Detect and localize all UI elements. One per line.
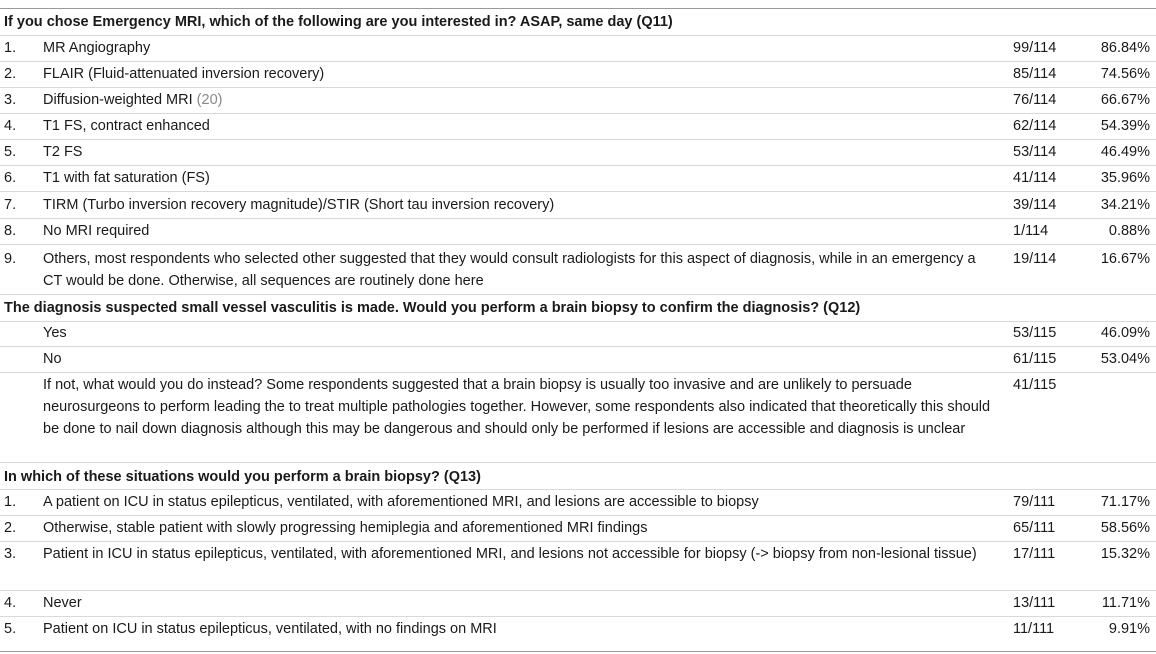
section-title: In which of these situations would you perform a brain biopsy? (Q13) bbox=[4, 469, 481, 485]
row-number: 3. bbox=[4, 92, 17, 108]
row-divider bbox=[0, 165, 1156, 166]
citation-link[interactable]: (20) bbox=[196, 92, 223, 108]
row-percent: 71.17% bbox=[1100, 494, 1150, 510]
table-row bbox=[0, 220, 1156, 246]
table-row bbox=[0, 618, 1156, 644]
table-row bbox=[0, 194, 1156, 220]
row-count: 53/115 bbox=[1013, 325, 1057, 341]
row-percent: 46.09% bbox=[1100, 325, 1150, 341]
row-text bbox=[43, 89, 1003, 111]
section-title: If you chose Emergency MRI, which of the following are you interested in? ASAP, same day (Q11) bbox=[4, 14, 673, 30]
row-text: Never bbox=[43, 595, 82, 611]
row-text: Otherwise, stable patient with slowly progressing hemiplegia and aforementioned MRI findings bbox=[43, 520, 648, 536]
row-percent: 54.39% bbox=[1100, 118, 1150, 134]
row-number: 4. bbox=[4, 118, 17, 134]
row-count: 61/115 bbox=[1013, 351, 1057, 367]
row-text: MR Angiography bbox=[43, 40, 151, 56]
row-percent: 15.32% bbox=[1100, 546, 1150, 562]
row-number: 1. bbox=[4, 40, 17, 56]
table-row bbox=[0, 63, 1156, 89]
row-divider bbox=[0, 489, 1156, 490]
row-text: Patient in ICU in status epilepticus, ventilated, with aforementioned MRI, and lesions not accessible for biopsy (-> biopsy from non-lesional tissue) bbox=[43, 546, 977, 562]
row-divider bbox=[0, 541, 1156, 542]
row-count: 13/111 bbox=[1013, 595, 1056, 611]
table-row bbox=[0, 322, 1156, 348]
row-text: Yes bbox=[43, 325, 67, 341]
table-row bbox=[0, 141, 1156, 167]
row-divider bbox=[0, 35, 1156, 36]
row-count: 53/114 bbox=[1013, 144, 1057, 160]
row-count: 41/114 bbox=[1013, 170, 1057, 186]
section-header-q12 bbox=[0, 295, 1156, 321]
row-divider bbox=[0, 244, 1156, 245]
row-percent: 0.88% bbox=[1108, 223, 1150, 239]
table-row bbox=[0, 89, 1156, 115]
row-count: 62/114 bbox=[1013, 118, 1057, 134]
row-number: 5. bbox=[4, 621, 17, 637]
row-count: 17/111 bbox=[1013, 546, 1056, 562]
row-text: T2 FS bbox=[43, 144, 83, 160]
table-row bbox=[0, 491, 1156, 517]
row-count: 19/114 bbox=[1013, 251, 1057, 267]
table-row bbox=[0, 543, 1156, 589]
row-divider bbox=[0, 191, 1156, 192]
row-text: T1 with fat saturation (FS) bbox=[43, 170, 210, 186]
row-number: 4. bbox=[4, 595, 17, 611]
row-percent: 58.56% bbox=[1100, 520, 1150, 536]
row-percent: 46.49% bbox=[1100, 144, 1150, 160]
row-count: 85/114 bbox=[1013, 66, 1057, 82]
row-count: 1/114 bbox=[1013, 223, 1049, 239]
row-number: 1. bbox=[4, 494, 17, 510]
row-divider bbox=[0, 515, 1156, 516]
table-row bbox=[0, 167, 1156, 193]
row-text: No MRI required bbox=[43, 223, 150, 239]
row-number: 2. bbox=[4, 520, 17, 536]
row-text: FLAIR (Fluid-attenuated inversion recovery) bbox=[43, 66, 325, 82]
row-text: If not, what would you do instead? Some respondents suggested that a brain biopsy is usually too invasive and are unlikely to persuade neurosurgeons to perform leading the to treat multiple pathologies together. However, some respondents also indicated that theoretically this should be done to nail down diagnosis although this may be dangerous and should only be performed if lesions are accessible and diagnosis is unclear bbox=[43, 377, 991, 437]
row-percent: 34.21% bbox=[1100, 197, 1150, 213]
row-text: No bbox=[43, 351, 62, 367]
row-percent: 35.96% bbox=[1100, 170, 1150, 186]
row-count: 41/115 bbox=[1013, 377, 1057, 393]
table-row bbox=[0, 37, 1156, 63]
row-number: 5. bbox=[4, 144, 17, 160]
table-row bbox=[0, 348, 1156, 374]
row-count: 11/111 bbox=[1013, 621, 1055, 637]
row-count: 79/111 bbox=[1013, 494, 1056, 510]
row-text: A patient on ICU in status epilepticus, ventilated, with aforementioned MRI, and lesions are accessible to biopsy bbox=[43, 494, 759, 510]
row-number: 7. bbox=[4, 197, 17, 213]
row-text-main: Diffusion-weighted MRI bbox=[43, 92, 193, 108]
table-row bbox=[0, 592, 1156, 618]
row-text: Patient on ICU in status epilepticus, ventilated, with no findings on MRI bbox=[43, 621, 497, 637]
row-divider bbox=[0, 590, 1156, 591]
row-count: 65/111 bbox=[1013, 520, 1056, 536]
row-percent: 9.91% bbox=[1108, 621, 1150, 637]
table-row bbox=[0, 374, 1156, 462]
row-divider bbox=[0, 372, 1156, 373]
row-divider bbox=[0, 346, 1156, 347]
row-divider bbox=[0, 61, 1156, 62]
row-divider bbox=[0, 139, 1156, 140]
row-count: 39/114 bbox=[1013, 197, 1057, 213]
row-divider bbox=[0, 218, 1156, 219]
row-text: Others, most respondents who selected other suggested that they would consult radiologists for this aspect of diagnosis, while in an emergency a CT would be done. Otherwise, all sequences are routinely done here bbox=[43, 251, 976, 289]
row-number: 6. bbox=[4, 170, 17, 186]
row-number: 3. bbox=[4, 546, 17, 562]
section-title: The diagnosis suspected small vessel vasculitis is made. Would you perform a brain biopsy to confirm the diagnosis? (Q12) bbox=[4, 300, 861, 316]
table-row bbox=[0, 115, 1156, 141]
row-divider bbox=[0, 87, 1156, 88]
table-bottom-rule bbox=[0, 651, 1156, 652]
table-row bbox=[0, 248, 1156, 294]
row-divider bbox=[0, 462, 1156, 463]
row-text: T1 FS, contract enhanced bbox=[43, 118, 210, 134]
table-row bbox=[0, 517, 1156, 543]
row-text: TIRM (Turbo inversion recovery magnitude)/STIR (Short tau inversion recovery) bbox=[43, 197, 555, 213]
section-header-q13 bbox=[0, 464, 1156, 490]
row-percent: 53.04% bbox=[1100, 351, 1150, 367]
row-divider bbox=[0, 616, 1156, 617]
row-percent: 74.56% bbox=[1100, 66, 1150, 82]
row-number: 8. bbox=[4, 223, 17, 239]
row-percent: 11.71% bbox=[1101, 595, 1150, 611]
section-header-q11 bbox=[0, 9, 1156, 35]
row-number: 2. bbox=[4, 66, 17, 82]
row-count: 99/114 bbox=[1013, 40, 1057, 56]
row-divider bbox=[0, 113, 1156, 114]
row-count: 76/114 bbox=[1013, 92, 1057, 108]
row-percent: 86.84% bbox=[1100, 40, 1150, 56]
row-number: 9. bbox=[4, 251, 17, 267]
row-percent: 16.67% bbox=[1100, 251, 1150, 267]
row-percent: 66.67% bbox=[1100, 92, 1150, 108]
